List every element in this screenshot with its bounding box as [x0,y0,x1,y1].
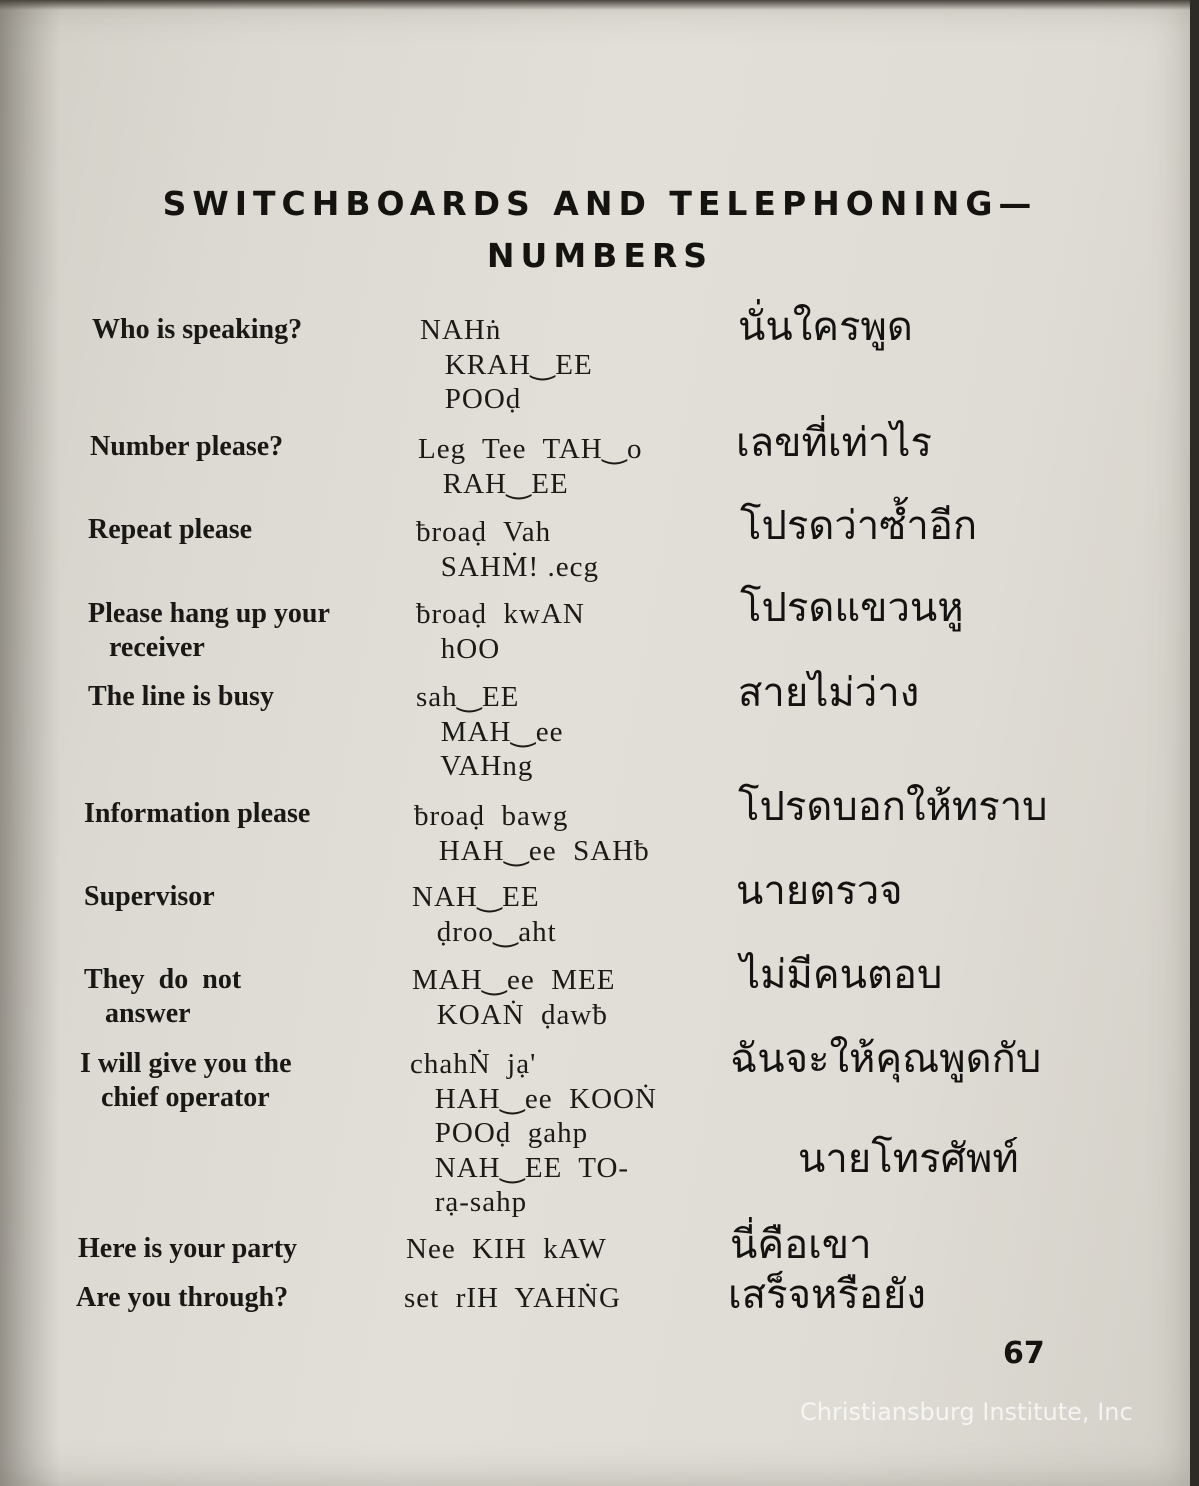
english-phrase: Information please [84,798,311,829]
phonetic-transcription: set rIH YAHṄG [404,1282,621,1314]
thai-text: โปรดบอกให้ทราบ [738,784,1048,830]
thai-text: เลขที่เท่าไร [736,420,932,466]
phonetic-transcription: ƀroaḍ Vah SAHṀ! .ecg [416,516,599,583]
english-phrase: I will give you the chief operator [80,1048,292,1113]
page-title-line-1: SWITCHBOARDS AND TELEPHONING— [162,184,1038,223]
phonetic-transcription: ƀroaḍ kwAN hOO [416,598,585,665]
page-number: 67 [1003,1336,1045,1371]
phonetic-transcription: ƀroaḍ bawg HAH‿ee SAHƀ [414,800,650,867]
watermark: Christiansburg Institute, Inc [800,1398,1133,1426]
thai-text-continued: นายโทรศัพท์ [798,1136,1019,1182]
top-edge [0,0,1190,10]
thai-text: โปรดว่าซ้ำอีก [740,503,978,549]
thai-text: นั่นใครพูด [738,304,913,350]
english-phrase: Are you through? [76,1282,289,1313]
phonetic-transcription: sah‿EE MAH‿ee VAHng [416,681,564,782]
phonetic-transcription: MAH‿ee MEE KOAṄ ḍawƀ [412,964,616,1031]
thai-text: ไม่มีคนตอบ [740,952,943,998]
english-phrase: They do not answer [84,964,242,1029]
phonetic-transcription: NAHṅ KRAH‿EE POOḍ [420,314,593,415]
thai-text: นี่คือเขา [730,1222,872,1268]
spine-shadow [0,0,60,1486]
thai-text: สายไม่ว่าง [738,670,920,716]
english-phrase: Number please? [90,431,284,462]
thai-text: เสร็จหรือยัง [728,1272,926,1318]
phonetic-transcription: NAH‿EE ḍroo‿aht [412,881,557,948]
english-phrase: Repeat please [88,514,253,545]
phonetic-transcription: Nee KIH kAW [406,1233,607,1265]
english-phrase: Supervisor [84,881,215,912]
thai-text: โปรดแขวนหู [740,585,964,631]
english-phrase: Here is your party [78,1233,298,1264]
book-edge [1190,0,1199,1486]
phonetic-transcription: chahṄ jạ' HAH‿ee KOOṄ POOḍ gahp NAH‿EE TO- rạ-sahp [410,1048,657,1218]
phonetic-transcription: Leg Tee TAH‿o RAH‿EE [418,433,643,500]
english-phrase: Please hang up your receiver [88,598,330,663]
page-title-line-2: NUMBERS [486,236,714,275]
english-phrase: The line is busy [88,681,274,712]
thai-text: ฉันจะให้คุณพูดกับ [730,1036,1042,1082]
thai-text: นายตรวจ [736,868,903,914]
english-phrase: Who is speaking? [92,314,303,345]
